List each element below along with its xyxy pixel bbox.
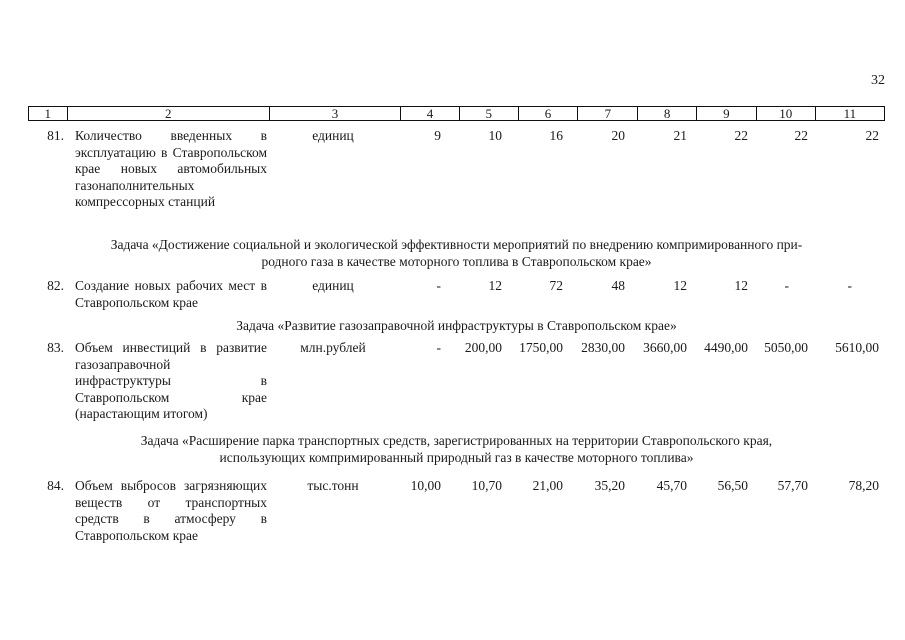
table-header-row [28, 106, 885, 121]
value-col-4: 10,00 [410, 478, 441, 493]
value-col-6: 72 [549, 278, 563, 293]
value-col-8: 21 [673, 128, 687, 143]
value-col-7: 20 [611, 128, 625, 143]
page-number: 32 [871, 73, 885, 88]
value-col-9: 4490,00 [704, 340, 748, 355]
value-col-11: - [847, 278, 852, 293]
value-col-4: - [436, 278, 441, 293]
value-col-11: 5610,00 [835, 340, 879, 355]
value-col-8: 3660,00 [643, 340, 687, 355]
task-heading-line: Задача «Развитие газозаправочной инфраструктуры в Ставропольском крае» [236, 318, 677, 333]
indicator-name: Количество введенных в эксплуатацию в Ставропольском крае новых автомобильных газонаполнительных компрессорных станций [75, 128, 267, 209]
header-col-1: 1 [29, 107, 68, 120]
indicator-name: Объем инвестиций в развитие газозаправочной инфраструктуры в Ставропольском крае (нарастающим итогом) [75, 340, 267, 421]
value-col-11: 22 [865, 128, 879, 143]
header-col-2: 2 [68, 107, 270, 120]
header-col-10: 10 [757, 107, 816, 120]
value-col-6: 21,00 [532, 478, 563, 493]
row-number: 84. [47, 478, 64, 493]
header-col-3: 3 [270, 107, 401, 120]
value-col-4: - [436, 340, 441, 355]
task-heading-line: использующих компримированный природный газ в качестве моторного топлива» [219, 449, 694, 465]
header-col-6: 6 [519, 107, 579, 120]
value-col-10: - [784, 278, 789, 293]
row-number: 83. [47, 340, 64, 355]
value-col-4: 9 [434, 128, 441, 143]
header-col-7: 7 [578, 107, 638, 120]
value-col-8: 45,70 [656, 478, 687, 493]
value-col-5: 12 [488, 278, 502, 293]
value-col-6: 16 [549, 128, 563, 143]
task-heading-line: Задача «Расширение парка транспортных средств, зарегистрированных на территории Ставропольского края, [140, 433, 773, 448]
header-col-4: 4 [401, 107, 460, 120]
value-col-11: 78,20 [848, 478, 879, 493]
value-col-5: 200,00 [464, 340, 502, 355]
indicator-name: Создание новых рабочих мест в Ставропольском крае [75, 278, 267, 310]
row-number: 81. [47, 128, 64, 143]
value-col-9: 22 [734, 128, 748, 143]
unit: единиц [312, 128, 354, 143]
task-heading-line: родного газа в качестве моторного топлива в Ставропольском крае» [261, 253, 652, 269]
value-col-7: 2830,00 [581, 340, 625, 355]
unit: млн.рублей [300, 340, 366, 355]
task-heading [28, 433, 885, 466]
task-heading-line: Задача «Достижение социальной и экологической эффективности мероприятий по внедрению компримированного при- [110, 237, 803, 252]
unit: тыс.тонн [307, 478, 359, 493]
header-col-5: 5 [460, 107, 519, 120]
value-col-6: 1750,00 [519, 340, 563, 355]
value-col-10: 5050,00 [764, 340, 808, 355]
value-col-8: 12 [673, 278, 687, 293]
value-col-7: 48 [611, 278, 625, 293]
row-number: 82. [47, 278, 64, 293]
indicator-name: Объем выбросов загрязняющих веществ от транспортных средств в атмосферу в Ставропольском крае [75, 478, 267, 543]
value-col-7: 35,20 [594, 478, 625, 493]
unit: единиц [312, 278, 354, 293]
value-col-10: 22 [794, 128, 808, 143]
task-heading [28, 237, 885, 270]
header-col-8: 8 [638, 107, 697, 120]
value-col-5: 10 [488, 128, 502, 143]
value-col-10: 57,70 [777, 478, 808, 493]
value-col-9: 56,50 [717, 478, 748, 493]
value-col-5: 10,70 [471, 478, 502, 493]
value-col-9: 12 [734, 278, 748, 293]
header-col-9: 9 [697, 107, 757, 120]
task-heading [28, 318, 885, 335]
header-col-11: 11 [843, 106, 857, 121]
